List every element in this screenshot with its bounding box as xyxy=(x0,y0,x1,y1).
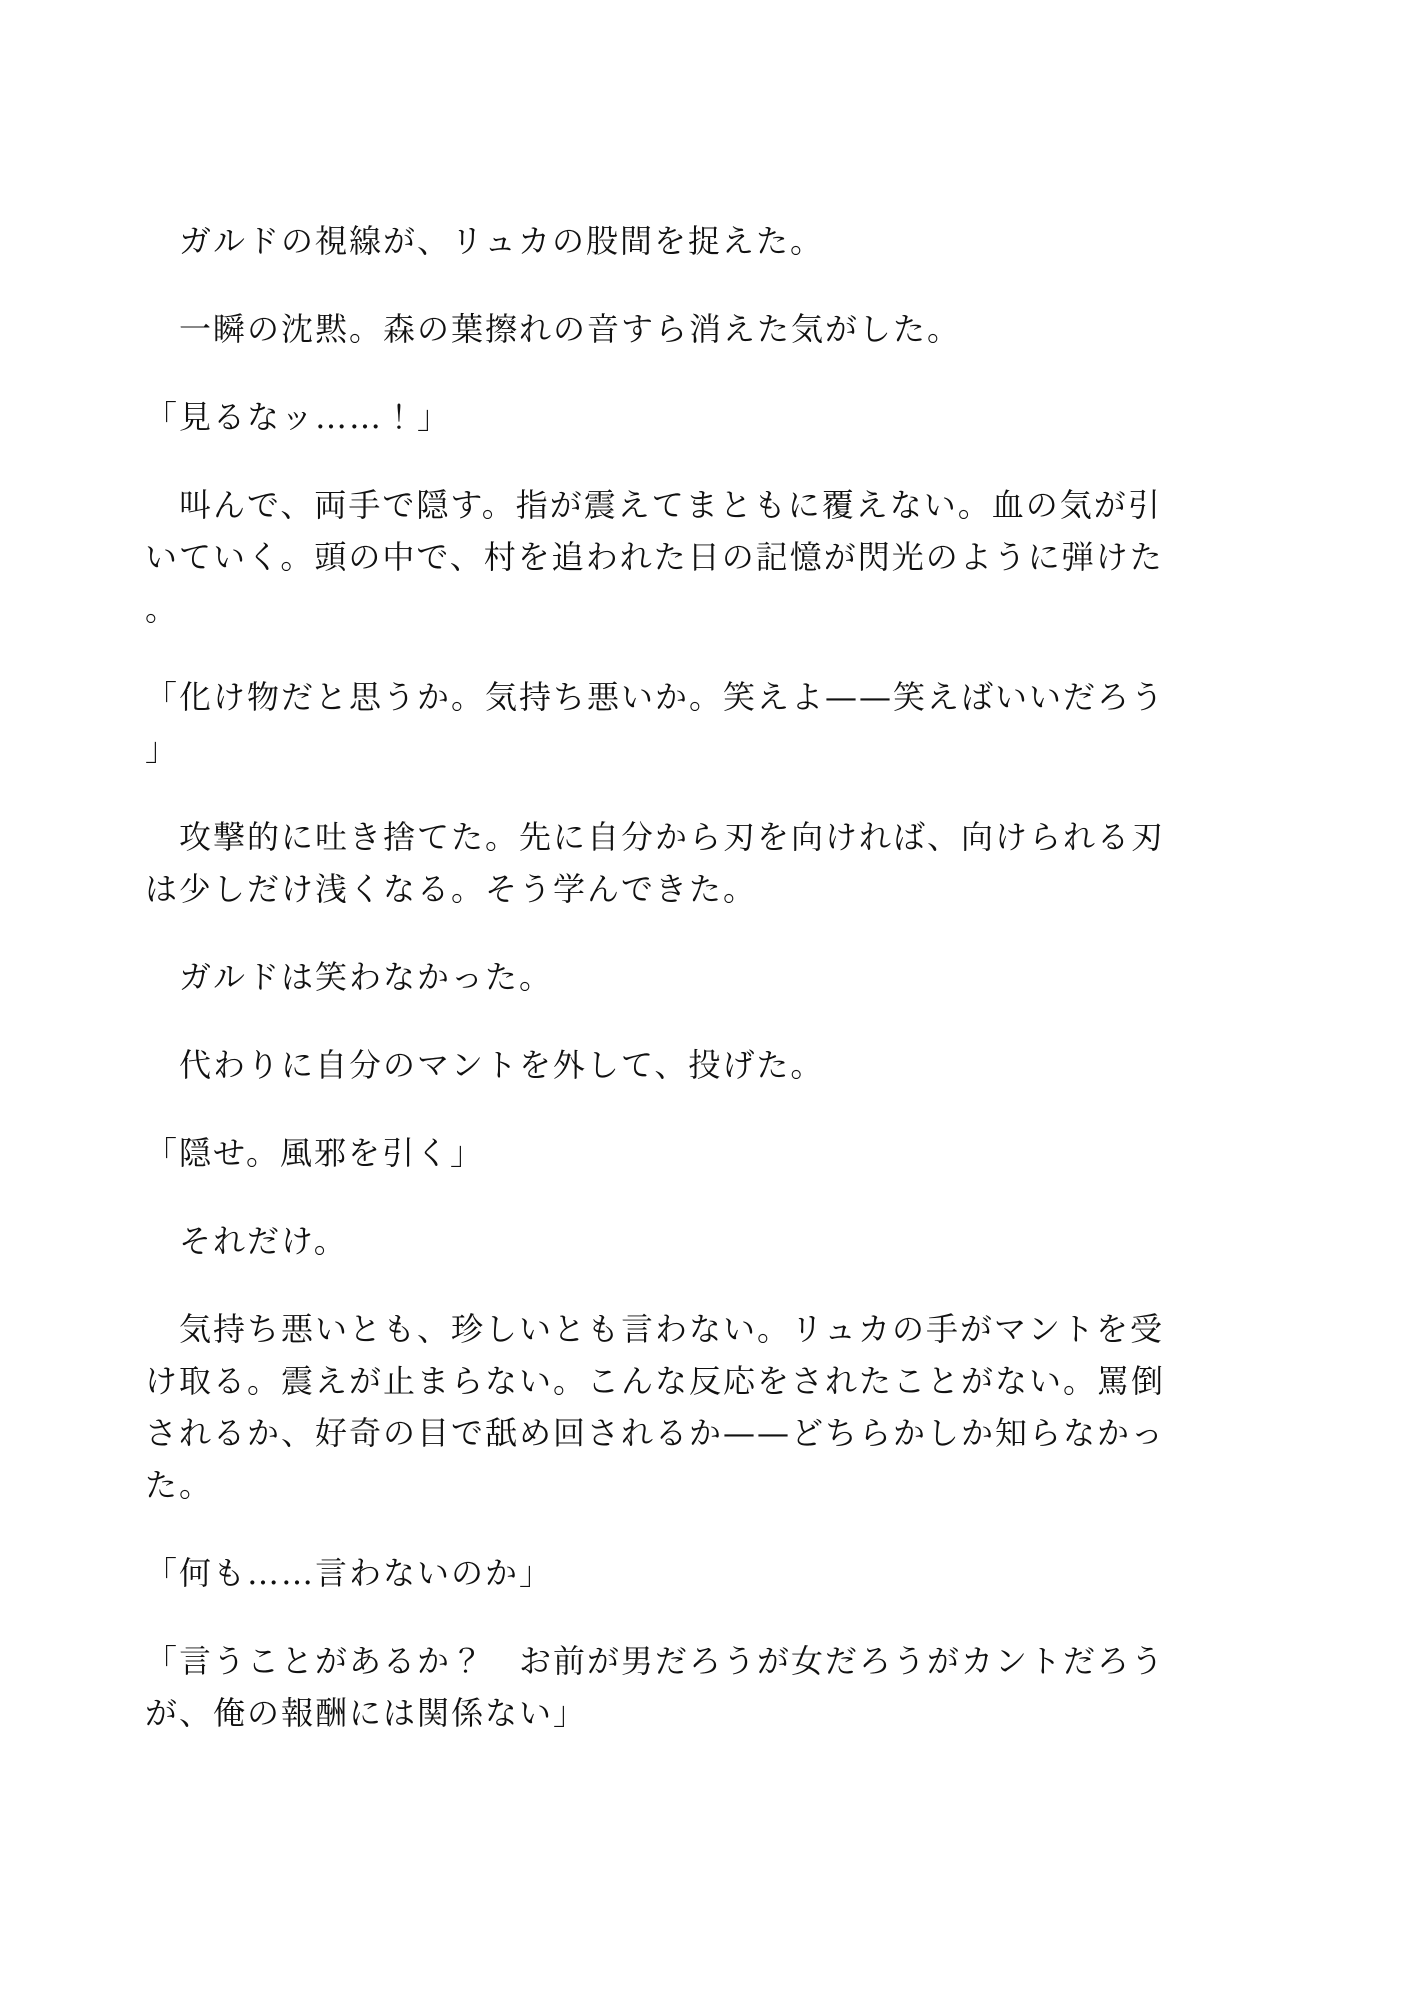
paragraph-narration xyxy=(145,215,1185,267)
paragraph-narration xyxy=(145,1215,1185,1267)
paragraph-dialogue xyxy=(145,1635,1185,1739)
paragraph-narration xyxy=(145,479,1185,635)
text-line: 「見るなッ……！」 xyxy=(145,398,452,436)
paragraph-dialogue xyxy=(145,391,1185,443)
text-line: 「化け物だと思うか。気持ち悪いか。笑えよ——笑えばいいだろう xyxy=(145,678,1166,716)
text-line: 攻撃的に吐き捨てた。先に自分から刃を向ければ、向けられる刃 xyxy=(145,818,1166,856)
text-line: 気持ち悪いとも、珍しいとも言わない。リュカの手がマントを受 xyxy=(145,1310,1165,1348)
text-line: ガルドの視線が、リュカの股間を捉えた。 xyxy=(145,222,825,260)
paragraph-narration xyxy=(145,1039,1185,1091)
paragraph-narration xyxy=(145,951,1185,1003)
paragraph-dialogue xyxy=(145,1547,1185,1599)
text-line: 。 xyxy=(145,590,180,628)
text-line: ガルドは笑わなかった。 xyxy=(145,958,554,996)
text-line: されるか、好奇の目で舐め回されるか——どちらかしか知らなかっ xyxy=(145,1414,1166,1452)
paragraph-list xyxy=(145,215,1185,1739)
text-line: 「言うことがあるか？ お前が男だろうが女だろうがカントだろう xyxy=(145,1642,1166,1680)
text-line: け取る。震えが止まらない。こんな反応をされたことがない。罵倒 xyxy=(145,1362,1166,1400)
paragraph-narration xyxy=(145,1303,1185,1511)
paragraph-narration xyxy=(145,811,1185,915)
text-line: が、俺の報酬には関係ない」 xyxy=(145,1694,588,1732)
text-line: 代わりに自分のマントを外して、投げた。 xyxy=(145,1046,825,1084)
text-line: 「何も……言わないのか」 xyxy=(145,1554,554,1592)
paragraph-dialogue xyxy=(145,1127,1185,1179)
paragraph-narration xyxy=(145,303,1185,355)
text-line: 「隠せ。風邪を引く」 xyxy=(145,1134,485,1172)
text-line: 」 xyxy=(145,730,180,768)
text-line: それだけ。 xyxy=(145,1222,348,1260)
text-line: 叫んで、両手で隠す。指が震えてまともに覆えない。血の気が引 xyxy=(145,486,1162,524)
text-line: いていく。頭の中で、村を追われた日の記憶が閃光のように弾けた xyxy=(145,538,1164,576)
text-line: た。 xyxy=(145,1466,214,1504)
text-line: 一瞬の沈黙。森の葉擦れの音すら消えた気がした。 xyxy=(145,310,962,348)
paragraph-dialogue xyxy=(145,671,1185,775)
text-line: は少しだけ浅くなる。そう学んできた。 xyxy=(145,870,758,908)
